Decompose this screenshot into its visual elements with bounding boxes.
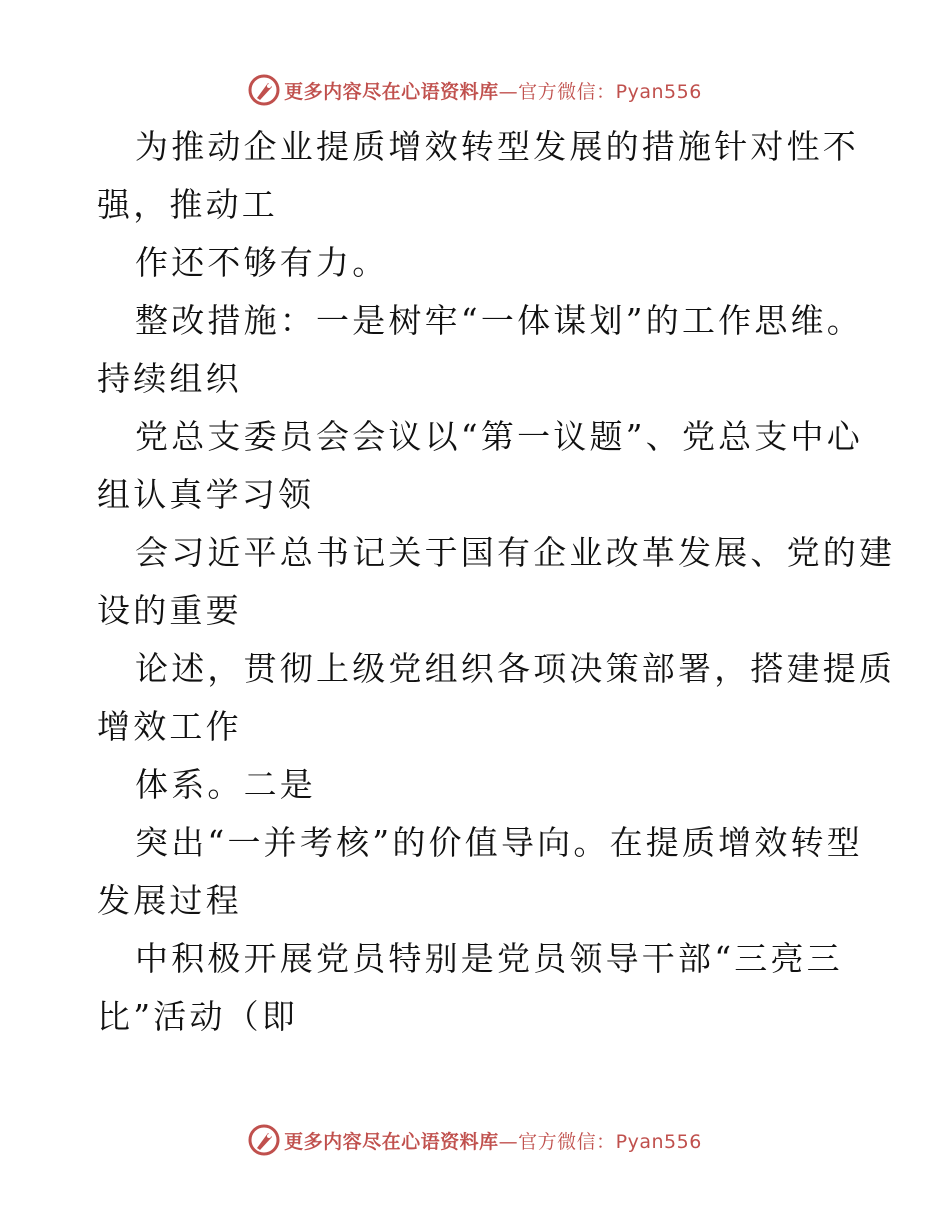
pen-nib-logo-icon: [248, 74, 280, 106]
footer-brand: 更多内容尽在心语资料库: [284, 1130, 499, 1153]
body-line: 增效工作: [97, 707, 242, 746]
header-brand: 更多内容尽在心语资料库: [284, 80, 499, 103]
body-line: 持续组织: [97, 359, 242, 398]
header-separator: —: [498, 80, 519, 103]
footer-separator: —: [498, 1130, 519, 1153]
body-line: 比”活动（即: [97, 997, 299, 1036]
body-line: 党总支委员会会议以“第一议题”、党总支中心: [135, 417, 863, 456]
body-line: 整改措施：一是树牢“一体谋划”的工作思维。: [135, 301, 863, 340]
body-line: 体系。二是: [135, 765, 316, 804]
body-line: 中积极开展党员特别是党员领导干部“三亮三: [135, 939, 843, 978]
header-banner-text: [284, 77, 702, 104]
footer-wechat: 官方微信：Pyan556: [518, 1130, 702, 1153]
document-body: [97, 118, 896, 1046]
body-line: 论述，贯彻上级党组织各项决策部署，搭建提质: [135, 649, 896, 688]
body-line: 发展过程: [97, 881, 242, 920]
footer-banner-text: [284, 1127, 702, 1154]
body-line: 为推动企业提质增效转型发展的措施针对性不: [135, 127, 859, 166]
body-line: 会习近平总书记关于国有企业改革发展、党的建: [135, 533, 896, 572]
body-line: 设的重要: [97, 591, 242, 630]
body-line: 突出“一并考核”的价值导向。在提质增效转型: [135, 823, 863, 862]
footer-banner: [0, 1120, 950, 1160]
body-line: 强，推动工: [97, 185, 278, 224]
body-line: 组认真学习领: [97, 475, 315, 514]
header-wechat: 官方微信：Pyan556: [518, 80, 702, 103]
header-banner: [0, 70, 950, 110]
pen-nib-logo-icon: [248, 1124, 280, 1156]
body-line: 作还不够有力。: [135, 243, 389, 282]
